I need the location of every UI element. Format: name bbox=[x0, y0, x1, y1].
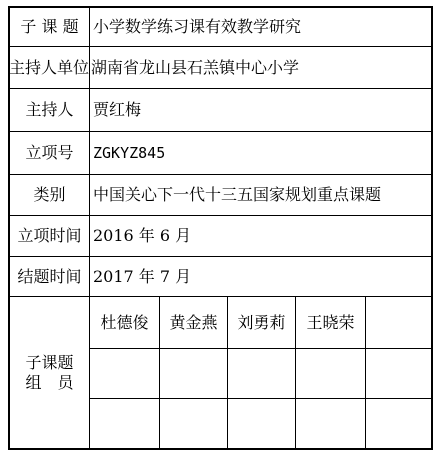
completion-date-label: 结题时间 bbox=[17, 266, 82, 286]
members-label bbox=[10, 297, 89, 448]
member-column-divider bbox=[365, 296, 366, 450]
member-name: 王晓荣 bbox=[306, 312, 355, 332]
category-label: 类别 bbox=[33, 185, 66, 204]
approval-date-value: 2016 年 6 月 bbox=[93, 226, 192, 245]
members-label-line2: 组 员 bbox=[25, 372, 74, 392]
member-row-divider bbox=[90, 348, 433, 349]
project-number-label: 立项号 bbox=[25, 143, 74, 162]
host-unit-value: 湖南省龙山县石羔镇中心小学 bbox=[91, 57, 300, 77]
member-name: 杜德俊 bbox=[100, 312, 149, 332]
host-value: 贾红梅 bbox=[93, 100, 142, 119]
host-unit-label: 主持人单位 bbox=[8, 57, 89, 77]
project-number-value: ZGKYZ845 bbox=[93, 143, 166, 162]
approval-date-label: 立项时间 bbox=[17, 226, 82, 245]
category-value: 中国关心下一代十三五国家规划重点课题 bbox=[93, 185, 382, 204]
member-row-divider bbox=[90, 398, 433, 399]
member-name: 刘勇莉 bbox=[237, 312, 286, 332]
topic-label: 子 课 题 bbox=[20, 17, 79, 36]
members-label-line1: 子课题 bbox=[25, 352, 74, 372]
member-name: 黄金燕 bbox=[169, 312, 218, 332]
topic-value: 小学数学练习课有效教学研究 bbox=[93, 17, 302, 36]
completion-date-value: 2017 年 7 月 bbox=[93, 266, 192, 286]
host-label: 主持人 bbox=[25, 100, 74, 119]
